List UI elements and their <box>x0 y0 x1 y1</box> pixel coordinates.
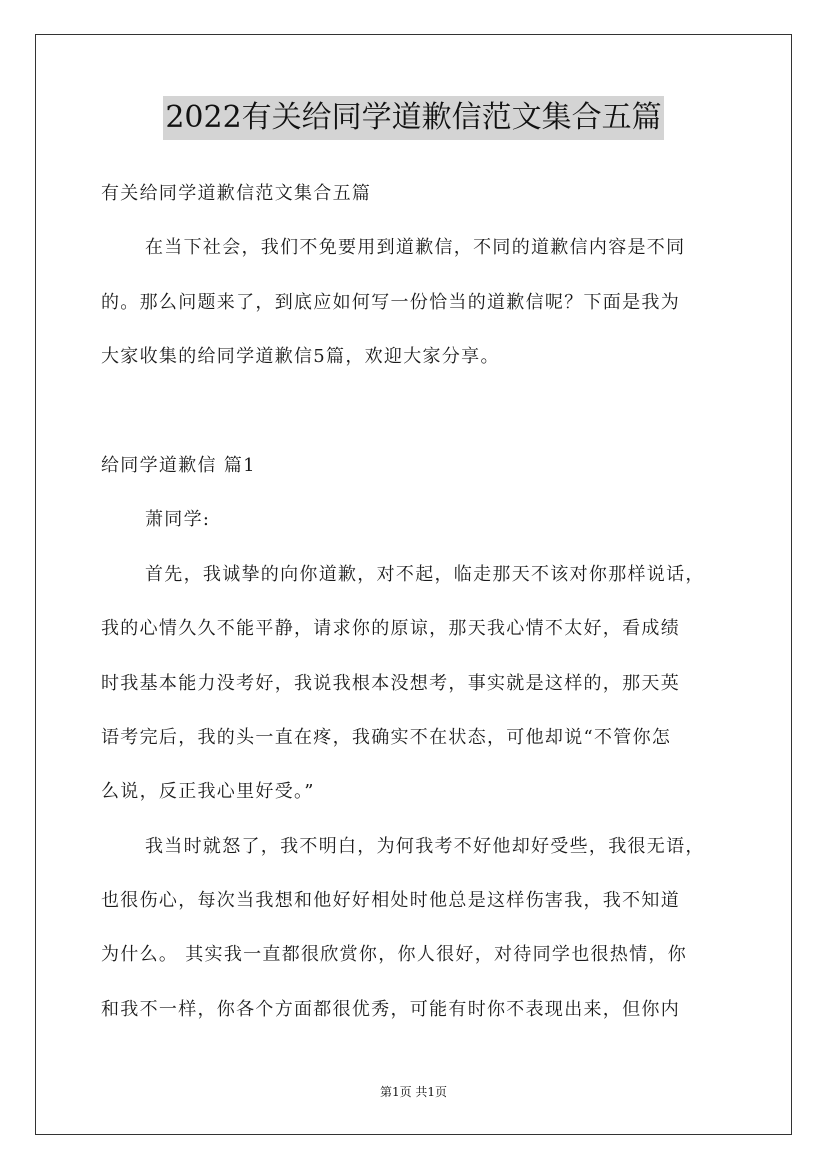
intro-line-1: 在当下社会，我们不免要用到道歉信，不同的道歉信内容是不同 <box>145 237 686 258</box>
paragraph2-line-3: 为什么。 其实我一直都很欣赏你，你人很好，对待同学也很热情，你 <box>101 944 688 965</box>
page-footer <box>0 1084 827 1100</box>
paragraph1-line-4: 语考完后，我的头一直在疼，我确实不在状态，可他却说“不管你怎 <box>101 727 672 748</box>
salutation: 萧同学: <box>145 509 211 530</box>
intro-line-2: 的。那么问题来了，到底应如何写一份恰当的道歉信呢？下面是我为 <box>101 292 680 313</box>
paragraph2-line-4: 和我不一样，你各个方面都很优秀，可能有时你不表现出来，但你内 <box>101 999 680 1020</box>
intro-line-3: 大家收集的给同学道歉信5篇，欢迎大家分享。 <box>101 346 500 367</box>
document-subtitle: 有关给同学道歉信范文集合五篇 <box>101 183 372 204</box>
paragraph1-line-2: 我的心情久久不能平静，请求你的原谅，那天我心情不太好，看成绩 <box>101 618 680 639</box>
paragraph2-line-1: 我当时就怒了，我不明白，为何我考不好他却好受些，我很无语， <box>145 836 705 857</box>
paragraph1-line-3: 时我基本能力没考好，我说我根本没想考，事实就是这样的，那天英 <box>101 673 680 694</box>
paragraph1-line-1: 首先，我诚挚的向你道歉，对不起，临走那天不该对你那样说话， <box>145 564 705 585</box>
document-title <box>0 96 827 140</box>
paragraph1-line-5: 么说，反正我心里好受。” <box>101 781 315 802</box>
page-number: 第1页 共1页 <box>379 1085 448 1099</box>
document-title-text: 2022有关给同学道歉信范文集合五篇 <box>163 96 663 140</box>
section-heading: 给同学道歉信 篇1 <box>101 455 256 476</box>
paragraph2-line-2: 也很伤心，每次当我想和他好好相处时他总是这样伤害我，我不知道 <box>101 890 680 911</box>
